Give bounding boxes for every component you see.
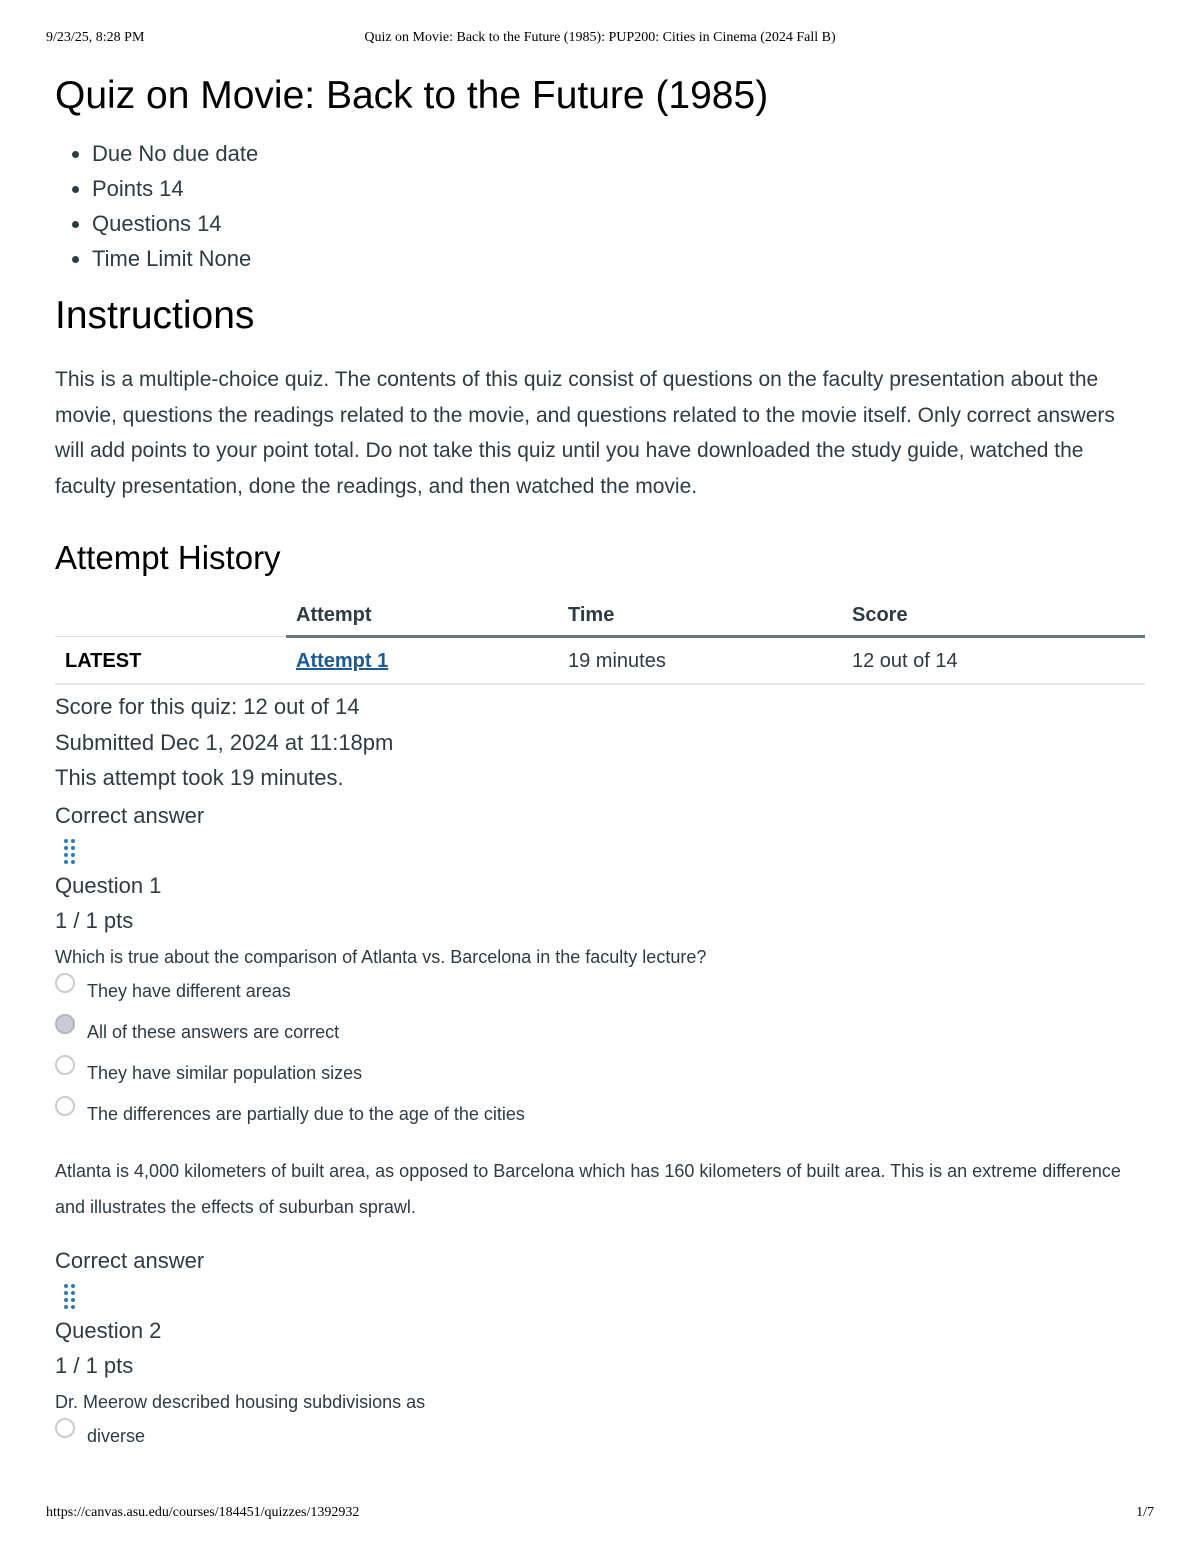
quiz-details <box>55 136 1145 276</box>
question-1 <box>55 798 1145 1225</box>
print-title: Quiz on Movie: Back to the Future (1985): PUP200: Cities in Cinema (2024 Fall B) <box>364 30 836 45</box>
question-points: 1 / 1 pts <box>55 908 134 933</box>
attempt-history-heading: Attempt History <box>55 539 281 576</box>
submitted-date: Submitted Dec 1, 2024 at 11:18pm <box>55 729 394 755</box>
page-title: Quiz on Movie: Back to the Future (1985) <box>55 74 769 117</box>
print-footer <box>46 1505 1154 1525</box>
question-text: Which is true about the comparison of Atlanta vs. Barcelona in the faculty lecture? <box>55 946 707 967</box>
table-header-row <box>55 598 1145 637</box>
print-header <box>46 30 1154 50</box>
radio-icon[interactable] <box>55 1096 75 1116</box>
question-text: Dr. Meerow described housing subdivisions as <box>55 1391 426 1412</box>
detail-points: • Points 14 <box>92 171 1145 206</box>
answer-option[interactable] <box>55 979 1145 1020</box>
attempt-score: 12 out of 14 <box>842 637 1145 685</box>
answer-label: The differences are partially due to the age of the cities <box>87 1103 525 1124</box>
question-title: Question 1 <box>55 872 162 898</box>
answer-label: They have similar population sizes <box>87 1062 363 1083</box>
answer-label: diverse <box>87 1425 146 1446</box>
instructions-text: This is a multiple-choice quiz. The contents of this quiz consist of questions on the faculty presentation about the movie, questions the readings related to the movie, and questions related to the movie itself. Only correct answers will add points to your point total. Do not take this quiz until you have downloaded the study guide, watched the faculty presentation, done the readings, and then watched the movie. <box>55 368 1115 498</box>
attempt-history-table <box>55 598 1145 685</box>
correct-answer-label: Correct answer <box>55 802 205 828</box>
answer-option[interactable] <box>55 1424 1145 1465</box>
question-2 <box>55 1243 1145 1465</box>
quiz-content <box>55 72 1145 1465</box>
radio-icon[interactable] <box>55 1055 75 1075</box>
answer-label: All of these answers are correct <box>87 1021 340 1042</box>
attempt-duration: This attempt took 19 minutes. <box>55 765 344 790</box>
question-points: 1 / 1 pts <box>55 1353 134 1378</box>
detail-due: • Due No due date <box>92 136 1145 171</box>
answer-option[interactable] <box>55 1061 1145 1102</box>
drag-handle-icon[interactable] <box>58 836 82 866</box>
print-date: 9/23/25, 8:28 PM <box>46 30 145 45</box>
table-header-attempt: Attempt <box>286 598 558 637</box>
correct-answer-label: Correct answer <box>55 1247 205 1273</box>
attempt-1-link[interactable]: Attempt 1 <box>296 650 389 672</box>
table-header-blank <box>55 598 286 637</box>
answer-label: They have different areas <box>87 980 291 1001</box>
detail-questions: • Questions 14 <box>92 206 1145 241</box>
detail-time-limit: • Time Limit None <box>92 241 1145 276</box>
answer-explanation: Atlanta is 4,000 kilometers of built area, as opposed to Barcelona which has 160 kilometers of built area. This is an extreme difference and illustrates the effects of suburban sprawl. <box>55 1160 1121 1217</box>
latest-tag: LATEST <box>55 637 286 685</box>
table-row <box>55 637 1145 685</box>
table-header-score: Score <box>842 598 1145 637</box>
print-url: https://canvas.asu.edu/courses/184451/quizzes/1392932 <box>46 1505 360 1520</box>
page-number: 1/7 <box>1136 1505 1154 1520</box>
radio-icon[interactable] <box>55 1418 75 1438</box>
attempt-time: 19 minutes <box>558 637 842 685</box>
table-header-time: Time <box>558 598 842 637</box>
drag-handle-icon[interactable] <box>58 1281 82 1311</box>
answer-option[interactable] <box>55 1102 1145 1143</box>
radio-selected-icon[interactable] <box>55 1014 75 1034</box>
instructions-heading: Instructions <box>55 294 255 337</box>
radio-icon[interactable] <box>55 973 75 993</box>
quiz-score: Score for this quiz: 12 out of 14 <box>55 694 360 719</box>
answer-option-selected[interactable] <box>55 1020 1145 1061</box>
question-title: Question 2 <box>55 1317 162 1343</box>
